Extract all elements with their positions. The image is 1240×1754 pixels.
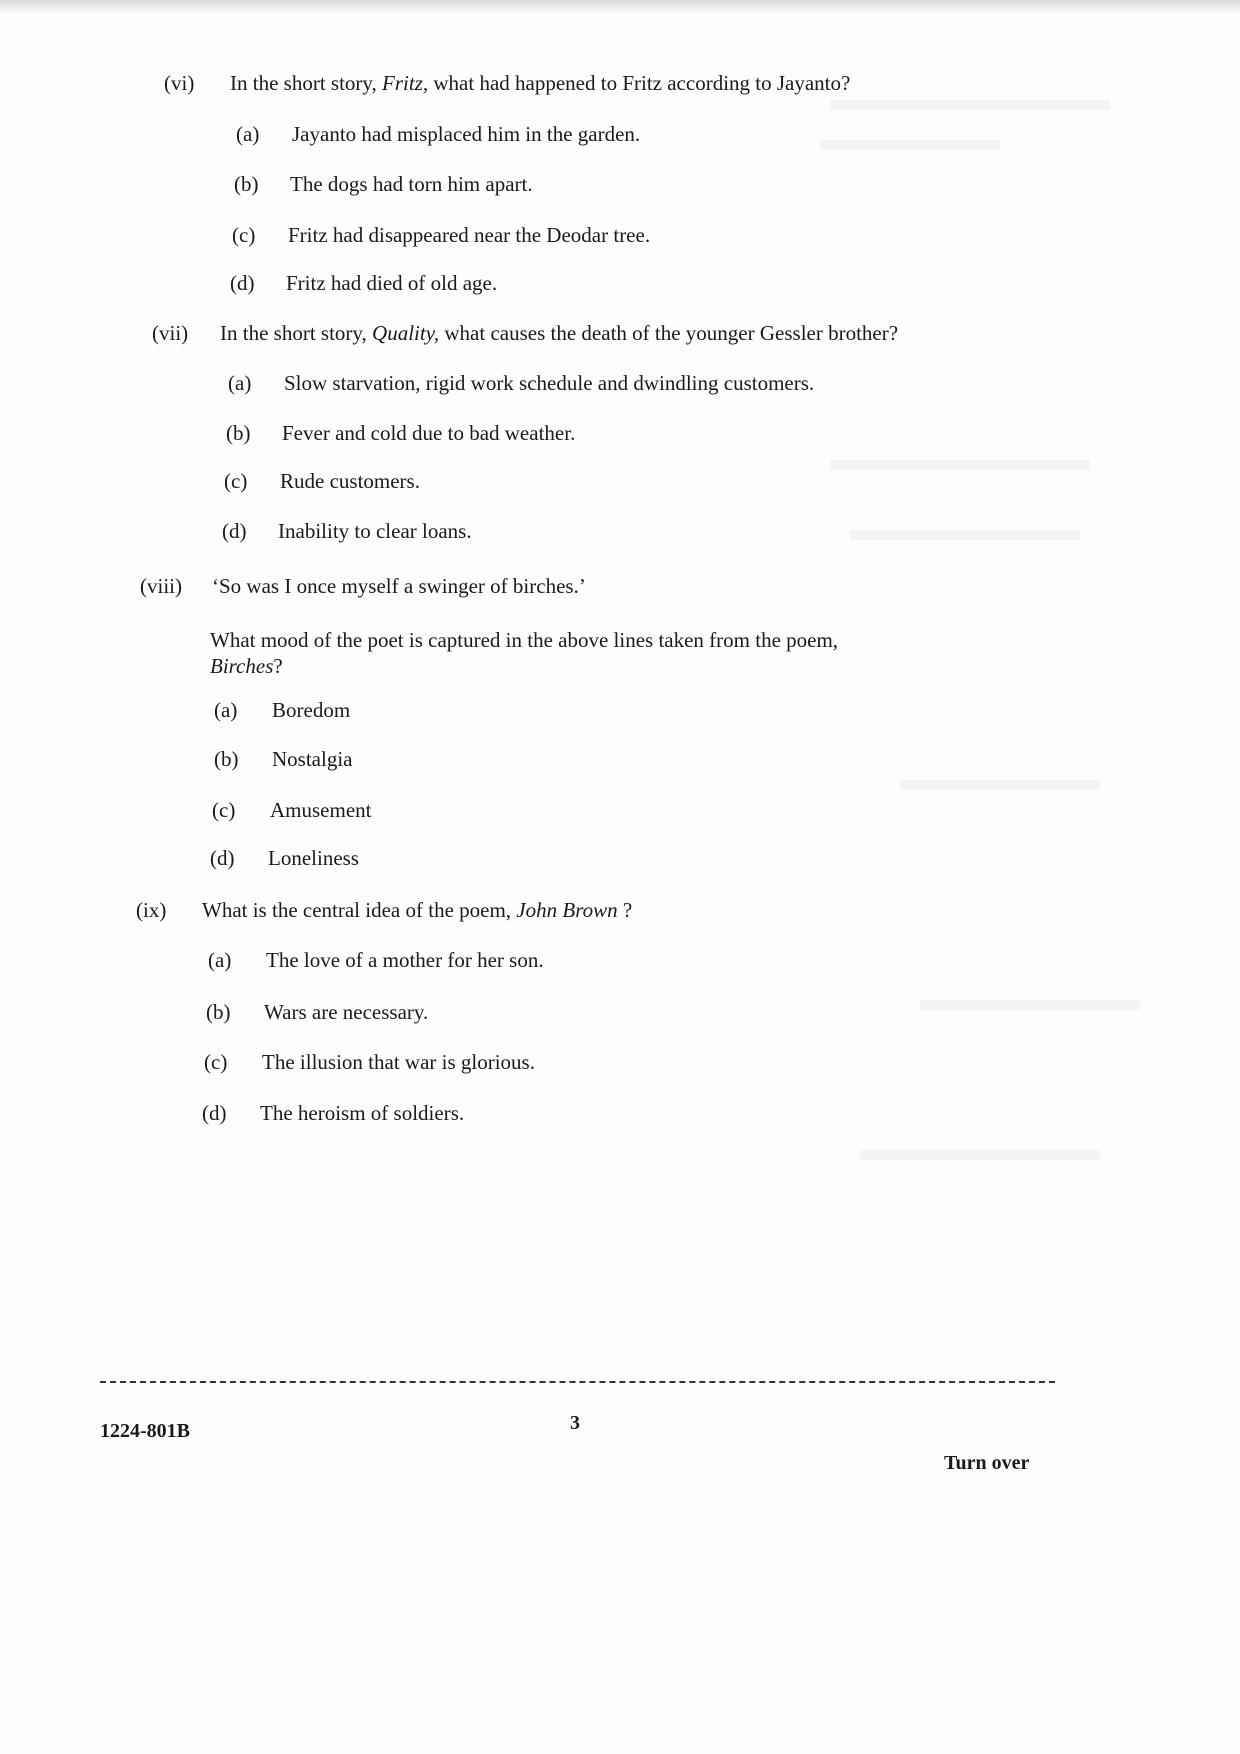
option-text: Fritz had died of old age. [286, 271, 498, 295]
scan-edge-shadow [0, 0, 1240, 14]
option-text: Fever and cold due to bad weather. [282, 421, 576, 445]
question-text: What is the central idea of the poem, John Brown ? [202, 898, 633, 922]
bleed-through [860, 1150, 1100, 1160]
option-text: Boredom [272, 698, 351, 722]
option-letter: (b) [234, 172, 259, 196]
poem-title: John Brown [516, 898, 618, 922]
option-text: Jayanto had misplaced him in the garden. [292, 122, 641, 146]
question-number: (vi) [164, 71, 195, 95]
option-text: Inability to clear loans. [278, 519, 472, 543]
poem-title: Birches [210, 654, 274, 678]
question-number: (vii) [152, 321, 189, 345]
option-text: Wars are necessary. [264, 1000, 429, 1024]
story-title: Quality, [372, 321, 440, 345]
option-letter: (d) [202, 1101, 227, 1125]
option-text: Amusement [270, 798, 372, 822]
option-letter: (c) [224, 469, 248, 493]
question-text: In the short story, Quality, what causes the death of the younger Gessler brother? [220, 321, 899, 345]
option-text: Slow starvation, rigid work schedule and dwindling customers. [284, 371, 815, 395]
option-letter: (a) [208, 948, 232, 972]
poem-quote: ‘So was I once myself a swinger of birches.’ [212, 574, 586, 598]
option-text: Fritz had disappeared near the Deodar tree. [288, 223, 651, 247]
option-text: Loneliness [268, 846, 359, 870]
footer-divider [100, 1381, 1055, 1383]
option-letter: (d) [222, 519, 247, 543]
question-vii [152, 320, 1062, 550]
option-letter: (d) [230, 271, 255, 295]
question-ix [136, 897, 996, 1127]
option-text: The illusion that war is glorious. [262, 1050, 535, 1074]
question-number: (viii) [140, 574, 182, 598]
question-viii-prompt: What mood of the poet is captured in the above lines taken from the poem, Birches? [210, 628, 839, 678]
turn-over-label: Turn over [944, 1452, 1030, 1474]
option-letter: (b) [214, 747, 239, 771]
paper-code: 1224-801B [100, 1420, 190, 1442]
option-letter: (c) [212, 798, 236, 822]
question-text: In the short story, Fritz, what had happened to Fritz according to Jayanto? [230, 71, 851, 95]
option-letter: (a) [214, 698, 238, 722]
option-text: The heroism of soldiers. [260, 1101, 465, 1125]
option-letter: (d) [210, 846, 235, 870]
story-title: Fritz, [382, 71, 429, 95]
option-letter: (c) [232, 223, 256, 247]
question-number: (ix) [136, 898, 167, 922]
prompt-line: What mood of the poet is captured in the above lines taken from the poem, [210, 628, 839, 652]
option-letter: (b) [206, 1000, 231, 1024]
question-vi [164, 70, 1064, 310]
option-letter: (b) [226, 421, 251, 445]
option-text: Rude customers. [280, 469, 420, 493]
option-letter: (c) [204, 1050, 228, 1074]
option-text: Nostalgia [272, 747, 353, 771]
option-text: The love of a mother for her son. [266, 948, 544, 972]
option-letter: (a) [228, 371, 252, 395]
option-letter: (a) [236, 122, 260, 146]
option-text: The dogs had torn him apart. [290, 172, 533, 196]
question-viii-options [210, 697, 614, 877]
page-number: 3 [570, 1412, 580, 1434]
